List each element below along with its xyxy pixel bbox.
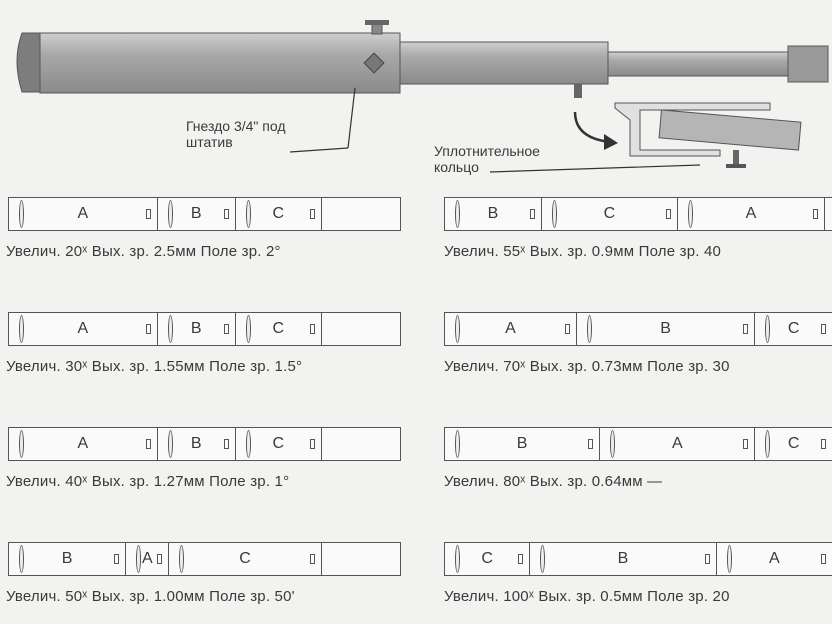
config-bar-8: [444, 542, 832, 576]
lens-icon: [727, 545, 732, 573]
config-spec-label: Увелич. 30ˣ Вых. зр. 1.55мм Поле зр. 1.5°: [6, 358, 303, 375]
config-spec-label: Увелич. 20ˣ Вых. зр. 2.5мм Поле зр. 2°: [6, 243, 281, 260]
lens-icon: [19, 545, 24, 573]
segment-label: B: [617, 550, 629, 567]
spacer-icon: [224, 439, 229, 449]
spacer-icon: [743, 324, 748, 334]
tripod-socket-label: Гнездо 3/4" под штатив: [186, 118, 286, 150]
lens-icon: [246, 430, 251, 458]
spacer-icon: [530, 209, 535, 219]
spacer-icon: [821, 324, 826, 334]
spacer-icon: [146, 439, 151, 449]
seal-ring-label: Уплотнительное кольцо: [434, 143, 540, 175]
segment-A: [445, 313, 577, 345]
segment-label: C: [787, 435, 800, 452]
spacer-icon: [157, 554, 162, 564]
segment-B: [577, 313, 755, 345]
spacer-icon: [310, 209, 315, 219]
lens-icon: [168, 315, 173, 343]
segment-B: [445, 428, 600, 460]
lens-icon: [246, 315, 251, 343]
segment-label: C: [272, 205, 285, 222]
lens-icon: [168, 200, 173, 228]
spacer-icon: [565, 324, 570, 334]
spacer-icon: [310, 439, 315, 449]
config-bar-6: [444, 312, 832, 346]
spacer-icon: [588, 439, 593, 449]
segment-A: [126, 543, 169, 575]
segment-label: A: [141, 550, 153, 567]
segment-label: A: [768, 550, 780, 567]
telescope-body: [17, 20, 828, 98]
spacer-icon: [310, 324, 315, 334]
config-spec-label: Увелич. 50ˣ Вых. зр. 1.00мм Поле зр. 50': [6, 588, 295, 605]
config-spec-label: Увелич. 40ˣ Вых. зр. 1.27мм Поле зр. 1°: [6, 473, 290, 490]
config-bar-1: [8, 197, 401, 231]
lens-icon: [19, 315, 24, 343]
config-bar-5: [444, 197, 832, 231]
segment-label: C: [481, 550, 493, 567]
segment-A: [717, 543, 832, 575]
spacer-icon: [114, 554, 119, 564]
segment-label: B: [190, 205, 202, 222]
segment-label: A: [77, 205, 89, 222]
eyepiece-inset: [615, 103, 801, 168]
segment-label: C: [272, 320, 285, 337]
segment-label: A: [77, 435, 89, 452]
lens-icon: [168, 430, 173, 458]
segment-C: [169, 543, 321, 575]
spacer-icon: [813, 209, 818, 219]
spacer-icon: [518, 554, 523, 564]
lens-icon: [455, 430, 460, 458]
config-spec-label: Увелич. 100ˣ Вых. зр. 0.5мм Поле зр. 20: [444, 588, 730, 605]
segment-label: C: [603, 205, 616, 222]
lens-icon: [246, 200, 251, 228]
spacer-icon: [146, 209, 151, 219]
segment-label: B: [487, 205, 499, 222]
segment-label: B: [660, 320, 671, 337]
spacer-icon: [705, 554, 710, 564]
segment-A: [678, 198, 825, 230]
segment-A: [600, 428, 755, 460]
segment-label: C: [239, 550, 251, 567]
segment-A: [9, 198, 158, 230]
segment-label: A: [77, 320, 89, 337]
spacer-icon: [224, 209, 229, 219]
segment-B: [9, 543, 126, 575]
segment-label: B: [61, 550, 73, 567]
lens-icon: [455, 315, 460, 343]
spacer-icon: [821, 439, 826, 449]
lens-icon: [19, 200, 24, 228]
segment-label: B: [516, 435, 528, 452]
config-bar-7: [444, 427, 832, 461]
config-bar-4: [8, 542, 401, 576]
segment-label: A: [505, 320, 516, 337]
segment-A: [9, 428, 158, 460]
lens-icon: [688, 200, 693, 228]
segment-B: [530, 543, 716, 575]
segment-A: [9, 313, 158, 345]
lens-icon: [552, 200, 557, 228]
spacer-icon: [821, 554, 826, 564]
spacer-icon: [224, 324, 229, 334]
segment-label: C: [787, 320, 800, 337]
telescope-drawing: [0, 0, 832, 190]
segment-label: B: [190, 435, 202, 452]
config-bar-2: [8, 312, 401, 346]
lens-icon: [455, 545, 460, 573]
config-spec-label: Увелич. 55ˣ Вых. зр. 0.9мм Поле зр. 40: [444, 243, 722, 260]
segment-label: A: [745, 205, 757, 222]
config-spec-label: Увелич. 80ˣ Вых. зр. 0.64мм —: [444, 473, 663, 490]
lens-icon: [19, 430, 24, 458]
lens-icon: [455, 200, 460, 228]
spacer-icon: [146, 324, 151, 334]
segment-C: [542, 198, 678, 230]
segment-label: C: [272, 435, 285, 452]
leader-line-tripod: [348, 88, 355, 148]
config-spec-label: Увелич. 70ˣ Вых. зр. 0.73мм Поле зр. 30: [444, 358, 730, 375]
config-bar-3: [8, 427, 401, 461]
segment-label: A: [671, 435, 683, 452]
segment-label: B: [190, 320, 202, 337]
spacer-icon: [310, 554, 315, 564]
spacer-icon: [743, 439, 748, 449]
lens-icon: [587, 315, 592, 343]
spacer-icon: [666, 209, 671, 219]
